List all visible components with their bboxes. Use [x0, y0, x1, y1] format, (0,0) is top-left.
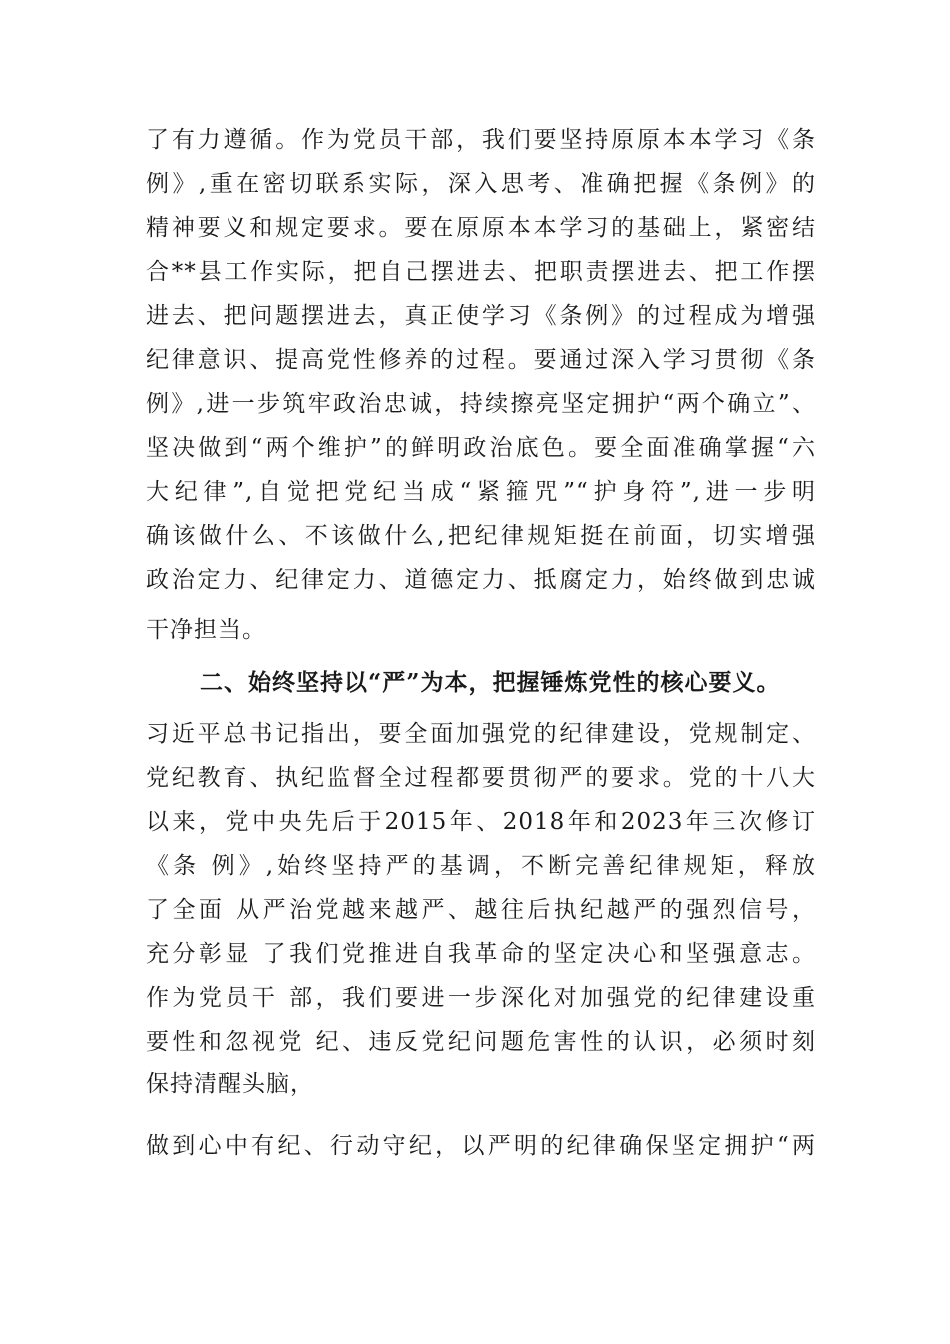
- body-text-line: 干净担当。: [146, 617, 266, 643]
- body-text-line: 例》,重在密切联系实际，深入思考、准确把握《条例》的: [146, 171, 816, 197]
- body-text-line: 纪律意识、提高党性修养的过程。要通过深入学习贯彻《条: [146, 347, 816, 373]
- body-text-line: 充分彰显 了我们党推进自我革命的坚定决心和坚强意志。: [146, 941, 816, 967]
- body-text-line: 精神要义和规定要求。要在原原本本学习的基础上，紧密结: [146, 215, 816, 241]
- body-text-line: 了全面 从严治党越来越严、越往后执纪越严的强烈信号，: [146, 897, 816, 923]
- body-text-line: 例》,进一步筑牢政治忠诚，持续擦亮坚定拥护“两个确立”、: [146, 391, 816, 417]
- body-text-line: 党纪教育、执纪监督全过程都要贯彻严的要求。党的十八大: [146, 765, 816, 791]
- body-text-line: 要性和忽视党 纪、违反党纪问题危害性的认识，必须时刻: [146, 1029, 816, 1055]
- body-text-line: 坚决做到“两个维护”的鲜明政治底色。要全面准确掌握“六: [146, 435, 816, 461]
- section-heading: 二、始终坚持以“严”为本，把握锤炼党性的核心要义。: [200, 669, 781, 696]
- body-text-line: 了有力遵循。作为党员干部，我们要坚持原原本本学习《条: [146, 127, 816, 153]
- body-text-line: 保持清醒头脑，: [146, 1071, 314, 1097]
- body-text-line: 进去、把问题摆进去，真正使学习《条例》的过程成为增强: [146, 303, 816, 329]
- body-text-line: 习近平总书记指出，要全面加强党的纪律建设，党规制定、: [146, 721, 816, 747]
- body-text-line: 合**县工作实际，把自己摆进去、把职责摆进去、把工作摆: [146, 259, 816, 285]
- body-text-line: 作为党员干 部，我们要进一步深化对加强党的纪律建设重: [146, 985, 816, 1011]
- body-text-line: 以来，党中央先后于2015年、2018年和2023年三次修订: [146, 809, 816, 835]
- body-text-line: 政治定力、纪律定力、道德定力、抵腐定力，始终做到忠诚: [146, 567, 816, 593]
- body-text-line: 做到心中有纪、行动守纪，以严明的纪律确保坚定拥护“两: [146, 1133, 816, 1159]
- body-text-line: 确该做什么、不该做什么,把纪律规矩挺在前面，切实增强: [146, 523, 816, 549]
- body-text-line: 《条 例》,始终坚持严的基调，不断完善纪律规矩，释放: [146, 853, 816, 879]
- body-text-line: 大纪律”,自觉把党纪当成“紧箍咒”“护身符”,进一步明: [146, 479, 816, 505]
